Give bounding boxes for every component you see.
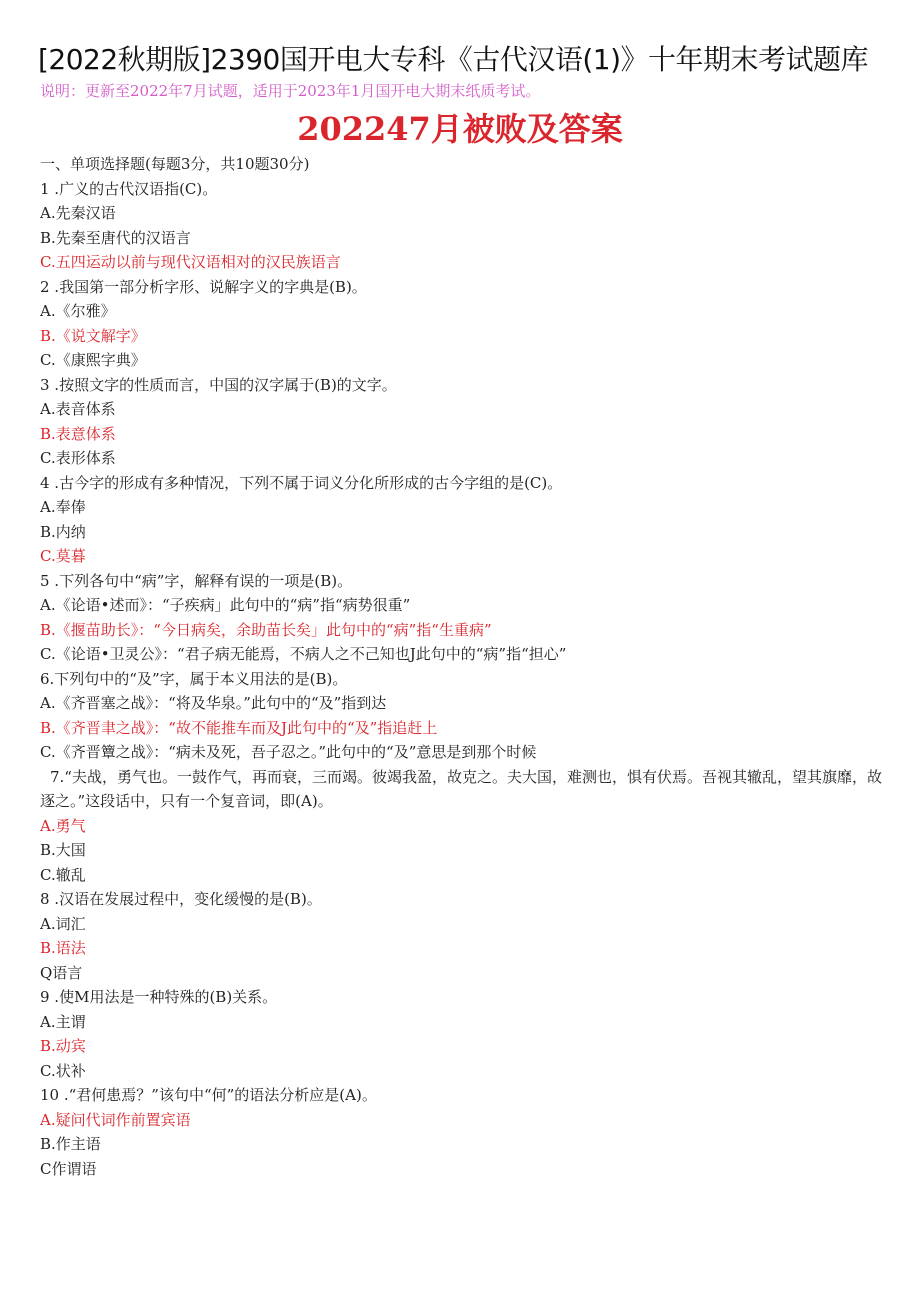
- question-text-line: C.《论语•卫灵公》：“君子病无能焉，不病人之不己知也J此句中的“病”指“担心”: [40, 645, 567, 663]
- answer-option-line: B.表意体系: [40, 424, 116, 443]
- question-text-line: A.表音体系: [40, 400, 116, 418]
- question-text-line: 一、单项选择题(每题3分，共10题30分): [40, 155, 310, 173]
- answer-option-line: C.莫暮: [40, 547, 86, 565]
- question-text-line: A.先秦汉语: [40, 204, 116, 222]
- update-note: 说明：更新至2022年7月试题，适用于2023年1月国开电大期末纸质考试。: [40, 82, 541, 100]
- question-text-line: A.《尔雅》: [40, 302, 116, 320]
- question-text-line: A.《齐晋塞之战》：“将及华泉。”此句中的“及”指到达: [40, 694, 387, 712]
- question-text-line: A.《论语•述而》：“子疾病」此句中的“病”指“病势很重”: [40, 596, 411, 614]
- question-text-line: B.大国: [40, 841, 86, 859]
- question-text-line: C作谓语: [40, 1159, 97, 1178]
- answer-option-line: C.五四运动以前与现代汉语相对的汉民族语言: [40, 253, 341, 271]
- exam-heading: 202247月被败及答案: [297, 110, 623, 148]
- question-text-line: A.奉俸: [40, 498, 86, 516]
- question-text-line: 7.“夫战，勇气也。一鼓作气，再而衰，三而竭。彼竭我盈，故克之。夫大国，难测也，惧有伏焉。吾视其辙乱，望其旗靡，故逐之。”这段话中，只有一个复音词，即(A)。: [40, 767, 882, 810]
- question-text-line: 3 .按照文字的性质而言，中国的汉字属于(B)的文字。: [40, 375, 397, 394]
- question-text-line: C.辙乱: [40, 865, 86, 884]
- question-text-line: B.作主语: [40, 1135, 101, 1153]
- question-text-line: A.词汇: [40, 914, 86, 933]
- answer-option-line: B.语法: [40, 939, 86, 957]
- question-text-line: C.表形体系: [40, 449, 116, 467]
- answer-option-line: A.勇气: [40, 816, 86, 835]
- question-text-line: B.内纳: [40, 522, 86, 541]
- question-list: [40, 152, 890, 1181]
- answer-option-line: A.疑问代词作前置宾语: [40, 1110, 191, 1129]
- question-text-line: 5 .下列各句中“病”字，解释有误的一项是(B)。: [40, 571, 353, 590]
- answer-option-line: B.《说文解字》: [40, 326, 146, 345]
- question-text-line: 1 .广义的古代汉语指(C)。: [40, 179, 218, 198]
- question-text-line: A.主谓: [40, 1012, 86, 1031]
- answer-option-line: B.《齐晋聿之战》：“故不能推车而及J此句中的“及”指追赶上: [40, 718, 438, 737]
- document-title: [2022秋期版]2390国开电大专科《古代汉语(1)》十年期末考试题库: [38, 43, 869, 76]
- question-text-line: 4 .古今字的形成有多种情况，下列不属于词义分化所形成的古今字组的是(C)。: [40, 473, 563, 492]
- question-text-line: C.《齐晋簟之战》：“病未及死，吾子忍之。”此句中的“及”意思是到那个时候: [40, 743, 537, 761]
- question-text-line: 10 .“君何患焉？”该句中“何”的语法分析应是(A)。: [40, 1086, 377, 1104]
- question-text-line: Q语言: [40, 963, 83, 982]
- answer-option-line: B.动宾: [40, 1037, 86, 1055]
- question-text-line: 2 .我国第一部分析字形、说解字义的字典是(B)。: [40, 277, 367, 296]
- answer-option-line: B.《揠苗助长》：“今日病矣，余助苗长矣」此句中的“病”指“生重病”: [40, 620, 492, 639]
- question-text-line: 9 .使M用法是一种特殊的(B)关系。: [40, 988, 278, 1006]
- question-text-line: 8 .汉语在发展过程中，变化缓慢的是(B)。: [40, 890, 322, 908]
- question-text-line: C.《康熙字典》: [40, 351, 146, 369]
- question-text-line: C.状补: [40, 1061, 86, 1080]
- question-text-line: 6.下列句中的“及”字，属于本义用法的是(B)。: [40, 669, 348, 688]
- question-text-line: B.先秦至唐代的汉语言: [40, 228, 191, 247]
